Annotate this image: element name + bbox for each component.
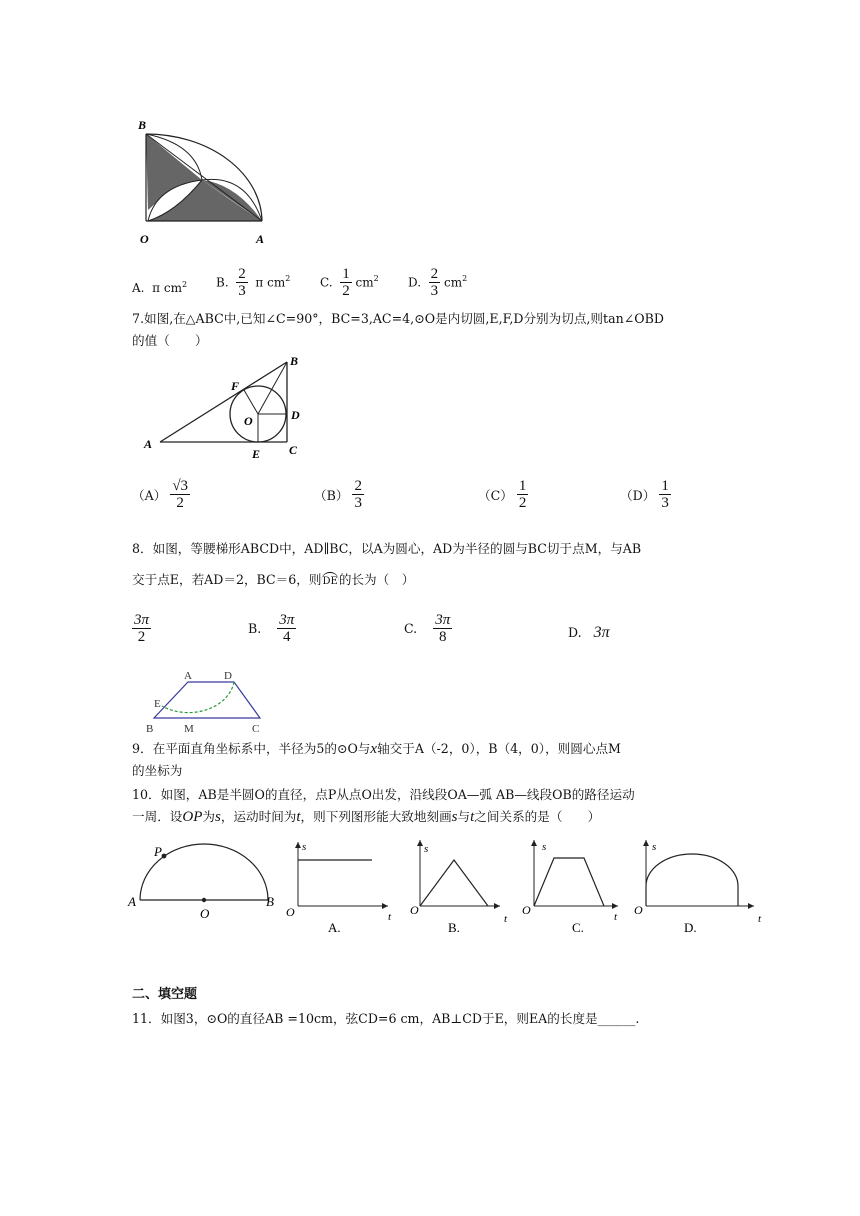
q10-graph-b [408,834,516,934]
q6-option-b: B. $\frac{2}{3}$ π $cm^2$ [216,266,291,299]
q8-options [132,612,732,656]
q11-text: 11．如图3，⊙O的直径AB =10cm，弦CD=6 cm，AB⊥CD于E，则EA的长度是______. [132,1011,640,1026]
q10-graph-b-label: B. [448,920,460,934]
q8-option-b: B. $\frac{3\pi}{4}$ [248,612,295,645]
q10-fig-p: P [154,844,162,859]
q8-fig-m: M [184,723,194,735]
q8-figure [142,666,272,736]
q10-graph-b-o: O [410,903,419,917]
q10-graph-a-o: O [286,905,295,919]
q7-fig-o: O [244,414,253,428]
q10-fig-o: O [200,906,210,921]
q7-options [132,478,732,522]
q10-graph-b-s: s [424,843,429,855]
q10-graph-c-o: O [522,903,531,917]
q7-text-line1: 7.如图,在△ABC中,已知∠C=90°，BC=3,AC=4,⊙O是内切圆,E,F,D分别为切点,则tan∠OBD [132,311,664,326]
q10-graph-a [284,834,396,934]
q7-text-line2: 的值（ ） [132,333,208,348]
q7-option-b: （B） $\frac{2}{3}$ [314,478,362,511]
q10-graph-b-t: t [504,913,508,925]
q10-graph-d-o: O [634,903,643,917]
q8-option-d: D. 3π [568,624,610,641]
q10-graph-d [634,834,774,934]
q7-option-a: （A） $\frac{√3}{2}$ [132,478,189,511]
q8-fig-e: E [154,698,161,710]
q6-figure [136,114,272,250]
q9-text-line2: 的坐标为 [132,763,183,778]
q9-text-line1: 9．在平面直角坐标系中，半径为5的⊙O与x轴交于A（-2，0），B（4，0），则圆心点M [132,741,621,757]
q10-graph-c-s: s [542,841,547,853]
q6-label-b: B [138,118,147,132]
q8-option-c: C. $\frac{3\pi}{8}$ [404,612,451,645]
q7-fig-e: E [252,447,261,461]
q6-label-a: A [256,232,265,246]
q10-graph-d-s: s [652,841,657,853]
q8-fig-b: B [146,723,154,735]
q8-text-line2: 交于点E，若AD＝2，BC＝6，则DE的长为（ ） [132,571,414,591]
q10-graph-a-t: t [388,911,392,923]
q10-graph-d-label: D. [684,920,697,934]
q10-semicircle-figure [126,838,286,924]
q8-arc-de: DE [321,572,338,591]
q10-text-line1: 10．如图，AB是半圆O的直径，点P从点O出发，沿线段OA—弧 AB—线段OB的路径运动 [132,787,635,802]
q6-option-c: C. $\frac{1}{2}$ $cm^2$ [320,266,379,299]
q7-fig-f: F [231,379,240,393]
q6-option-d: D. $\frac{2}{3}$ $cm^2$ [408,266,468,299]
q6-option-a: A. π $cm^2$ [132,280,188,295]
q6-label-o: O [140,232,149,246]
q7-figure [140,350,310,462]
q10-graph-d-t: t [758,913,762,925]
q8-text-line1: 8．如图，等腰梯形ABCD中，AD∥BC，以A为圆心，AD为半径的圆与BC切于点M，与AB [132,541,642,556]
q7-fig-a: A [144,437,153,451]
q10-graph-c-t: t [614,911,618,923]
q7-option-c: （C） $\frac{1}{2}$ [478,478,527,511]
q8-option-a: $\frac{3\pi}{2}$ [134,612,150,645]
q7-option-d: （D） $\frac{1}{3}$ [620,478,669,511]
q10-fig-a: A [128,894,136,909]
q10-fig-b: B [266,894,274,909]
q8-fig-c: C [252,723,260,735]
q10-graph-c-label: C. [572,920,584,934]
q10-graph-c [520,834,632,934]
q8-fig-d: D [224,670,232,682]
q7-fig-d: D [291,408,300,422]
q10-graph-a-s: s [302,841,307,853]
q8-fig-a: A [184,670,192,682]
q10-text-line2: 一周．设OP为s，运动时间为t，则下列图形能大致地刻画s与t之间关系的是（ ） [132,809,601,825]
q7-fig-b: B [290,354,299,368]
q10-graph-a-label: A. [328,920,341,934]
section-title: 二、填空题 [132,987,198,1002]
q7-fig-c: C [289,443,298,457]
